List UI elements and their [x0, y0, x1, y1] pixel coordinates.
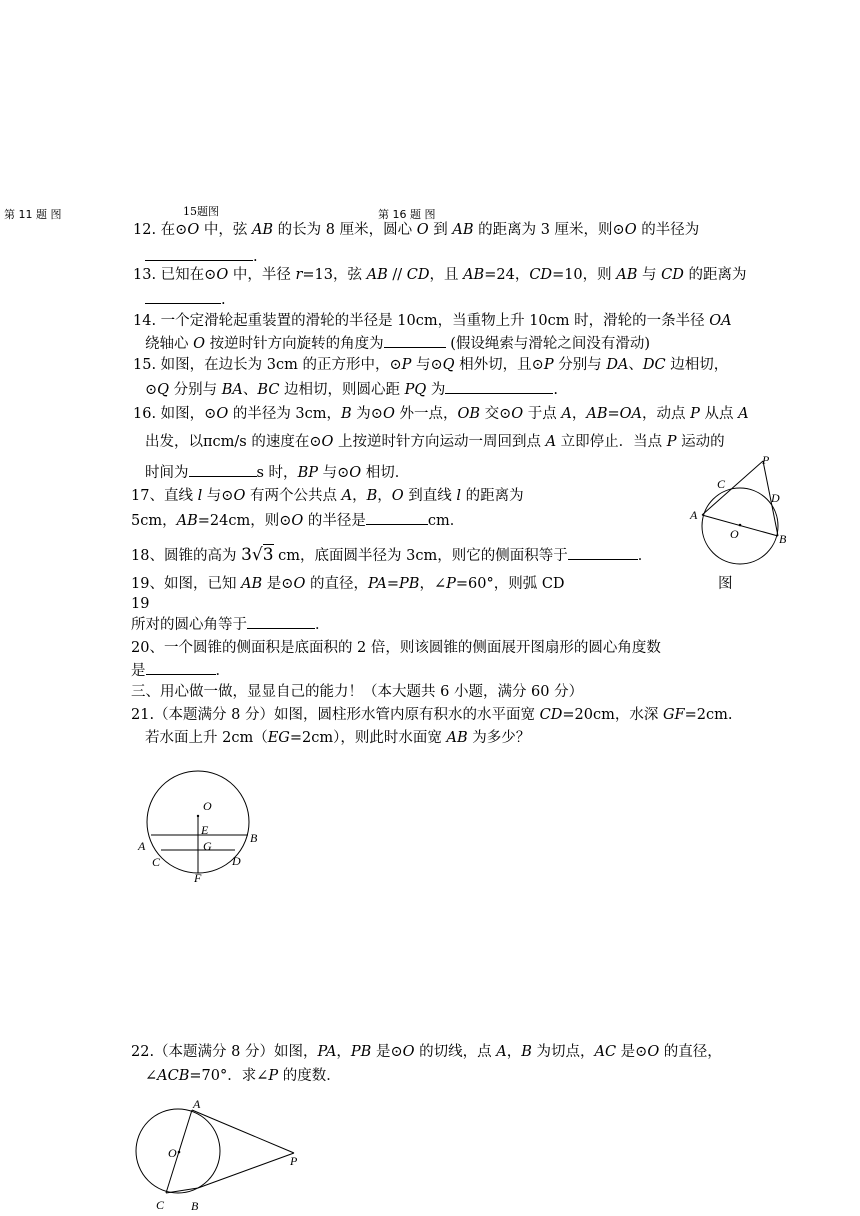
question-20-line1: 20、一个圆锥的侧面积是底面积的 2 倍，则该圆锥的侧面展开图扇形的圆心角度数 — [131, 640, 661, 656]
fig21-label-b: B — [250, 831, 258, 845]
fig19-center-dot — [739, 524, 742, 527]
fig22-label-b: B — [191, 1199, 199, 1213]
question-19-line1: 19、如图，已知 AB 是⊙O 的直径，PA=PB，∠P=60°，则弧 CD — [131, 576, 565, 592]
question-21-line1: 21.（本题满分 8 分）如图，圆柱形水管内原有积水的水平面宽 CD=20cm，水深 GF=2cm. — [131, 707, 733, 723]
fig19-label-d: D — [771, 491, 780, 505]
fig21-center-dot — [197, 815, 199, 817]
question-16-line1: 16. 如图，⊙O 的半径为 3cm，B 为⊙O 外一点，OB 交⊙O 于点 A，AB=OA，动点 P 从点 A — [133, 406, 749, 422]
question-22-line1: 22.（本题满分 8 分）如图，PA，PB 是⊙O 的切线，点 A，B 为切点，AC 是⊙O 的直径， — [131, 1044, 722, 1060]
question-13-blank: . — [145, 289, 226, 310]
fig19-label-a: A — [690, 508, 698, 522]
fig21-label-e: E — [201, 823, 209, 837]
question-16-line3: 时间为 s 时，BP 与⊙O 相切． — [145, 462, 409, 483]
fig22-label-o: O — [168, 1146, 177, 1160]
question-19-line2: 所对的圆心角等于 ． — [131, 614, 330, 635]
question-21-line2: 若水面上升 2cm（EG=2cm），则此时水面宽 AB 为多少？ — [145, 730, 531, 746]
fig21-label-o: O — [203, 799, 212, 813]
question-12: 12. 在⊙O 中，弦 AB 的长为 8 厘米，圆心 O 到 AB 的距离为 3 厘米，则⊙O 的半径为 — [133, 222, 700, 238]
question-20-line2: 是 ． — [131, 660, 230, 681]
figure-22 — [130, 1095, 310, 1213]
question-17-line1: 17、直线 l 与⊙O 有两个公共点 A，B，O 到直线 l 的距离为 — [131, 488, 524, 504]
fig22-tangent-pb — [198, 1153, 294, 1188]
question-22-line2: ∠ACB=70°．求∠P 的度数． — [145, 1068, 341, 1084]
figure-21 — [130, 760, 270, 890]
fig19-label-o: O — [730, 527, 739, 541]
question-12-blank: . — [145, 246, 258, 267]
fig21-label-d: D — [232, 854, 241, 868]
fig19-label-c: C — [717, 477, 726, 491]
fig22-label-a: A — [193, 1097, 201, 1111]
question-15-line2: ⊙Q 分别与 BA、BC 边相切，则圆心距 PQ 为 . — [145, 379, 558, 400]
fig22-circle — [136, 1109, 220, 1193]
fig11-caption: 第 11 题 图 — [4, 208, 62, 221]
figure-19 — [686, 450, 796, 575]
question-13: 13. 已知在⊙O 中，半径 r=13，弦 AB // CD，且 AB=24，CD=10，则 AB 与 CD 的距离为 — [133, 267, 747, 283]
fig22-center-dot — [178, 1151, 181, 1154]
section-3-heading: 三、用心做一做，显显自己的能力！（本大题共 6 小题，满分 60 分） — [131, 684, 584, 700]
fig21-label-c: C — [152, 855, 161, 869]
question-14-line1: 14. 一个定滑轮起重装置的滑轮的半径是 10cm，当重物上升 10cm 时，滑轮的一条半径 OA — [133, 313, 732, 329]
fig16-caption: 第 16 题 图 — [378, 208, 436, 221]
fig22-label-p: P — [290, 1154, 298, 1168]
fig22-label-c: C — [156, 1198, 165, 1212]
fig19-segment-pa — [702, 461, 763, 515]
fig19-caption: 图 — [718, 576, 733, 592]
fig19-caption-number: 19 — [131, 596, 150, 612]
question-16-line2: 出发，以πcm/s 的速度在⊙O 上按逆时针方向运动一周回到点 A 立即停止．当点 P 运动的 — [145, 434, 725, 450]
fig19-label-p: P — [762, 453, 770, 467]
fig21-label-g: G — [203, 839, 212, 853]
fig19-label-b: B — [779, 532, 787, 546]
question-15-line1: 15. 如图，在边长为 3cm 的正方形中，⊙P 与⊙Q 相外切，且⊙P 分别与 DA、DC 边相切， — [133, 357, 729, 373]
fig22-tangent-pa — [192, 1110, 294, 1153]
question-18: 18、圆锥的高为 3√3 cm，底面圆半径为 3cm，则它的侧面积等于 ． — [131, 545, 653, 565]
fig15-caption: 15题图 — [183, 205, 219, 218]
question-17-line2: 5cm，AB=24cm，则⊙O 的半径是 cm． — [131, 510, 464, 531]
fig21-label-f: F — [194, 871, 202, 885]
question-14-line2: 绕轴心 O 按逆时针方向旋转的角度为 (假设绳索与滑轮之间没有滑动) — [145, 333, 650, 354]
fig21-label-a: A — [138, 839, 146, 853]
